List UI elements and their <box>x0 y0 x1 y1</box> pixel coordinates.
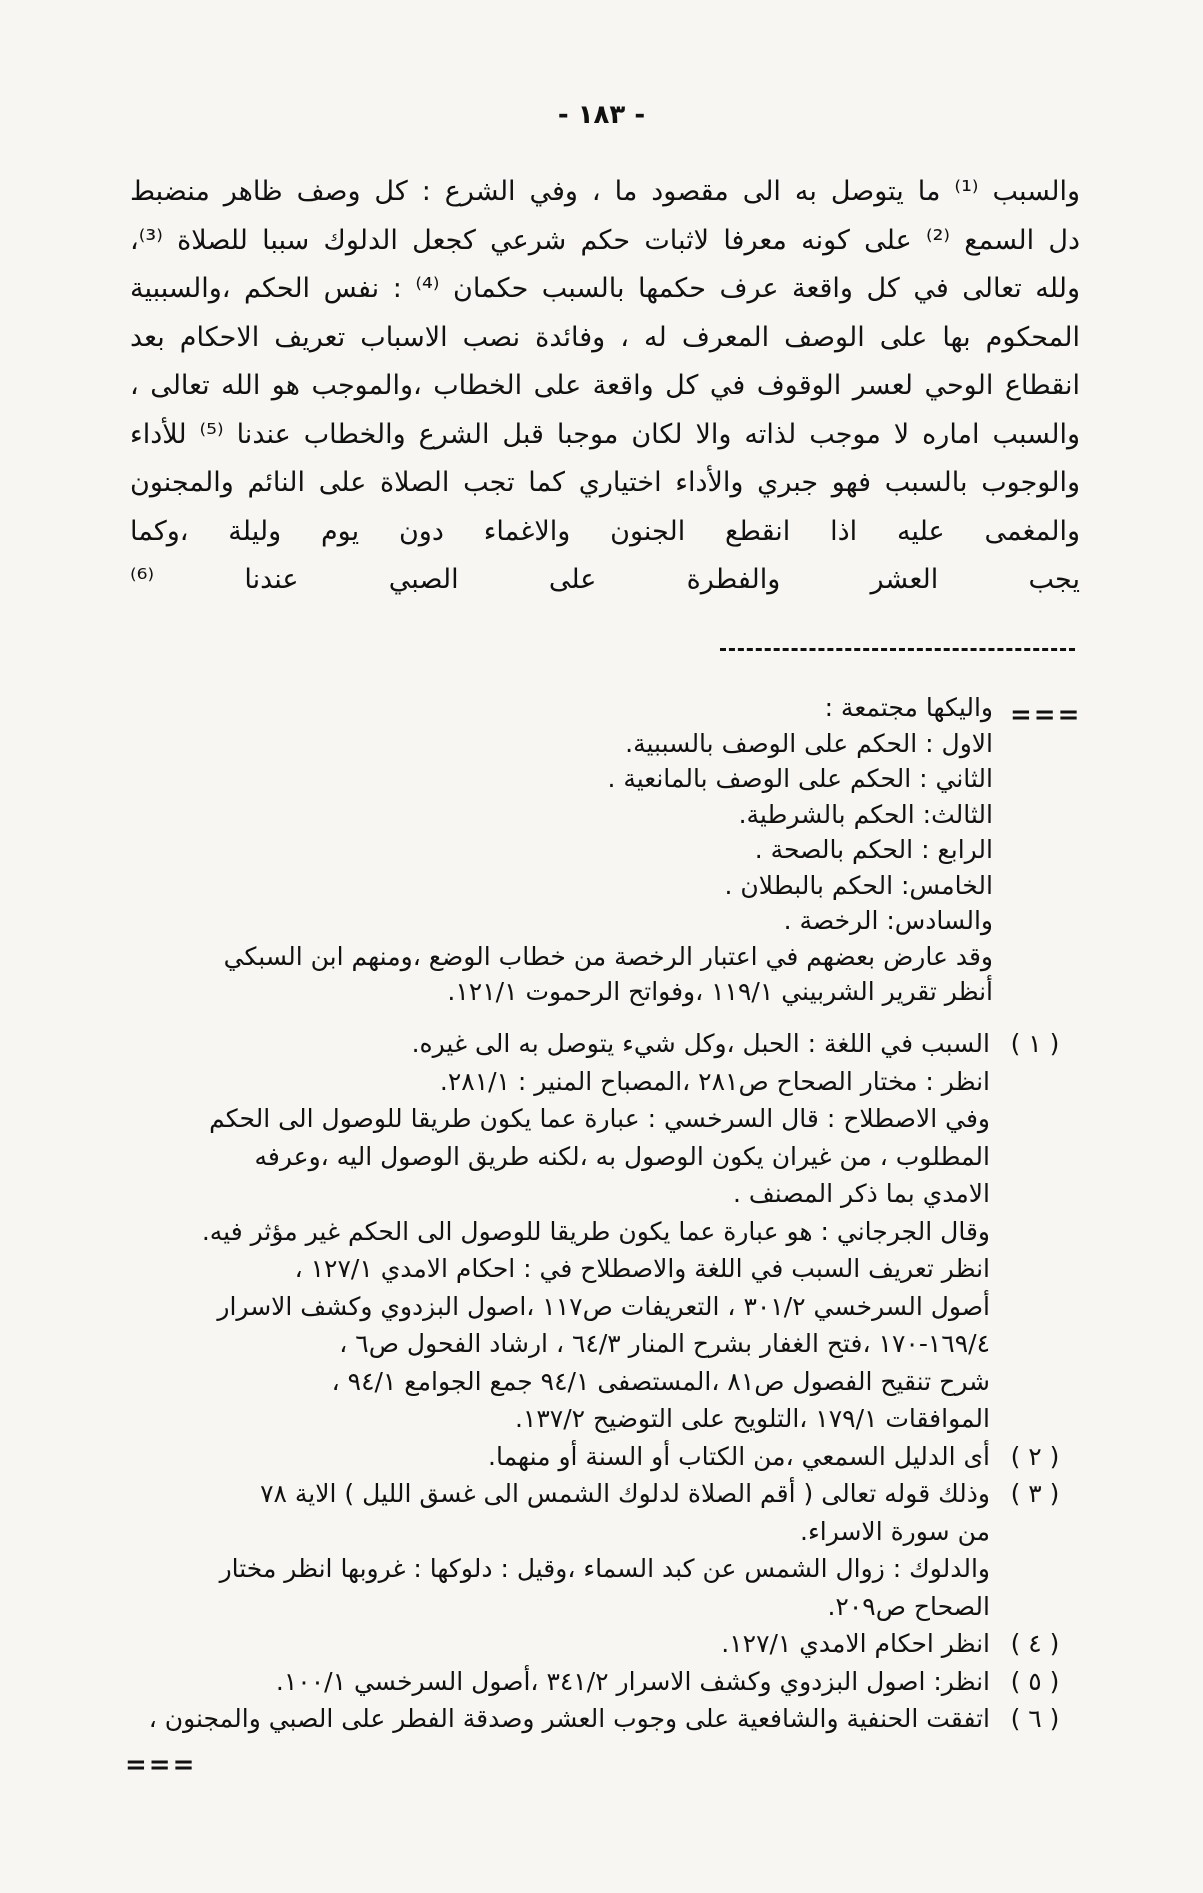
footnote-1 <box>130 1025 1080 1438</box>
footnote-line: الصحاح ص٢٠٩. <box>827 1591 990 1621</box>
footnote-line: من سورة الاسراء. <box>800 1516 990 1546</box>
footnote-line: المطلوب ، من غيران يكون الوصول به ،لكنه طريق الوصول اليه ،وعرفه <box>254 1141 990 1171</box>
continued-marker: === <box>1010 700 1082 730</box>
footnote-line: انظر: اصول البزدوي وكشف الاسرار ٣٤١/٢ ،أصول السرخسي ١٠٠/١. <box>275 1666 990 1696</box>
continued-line: الرابع : الحكم بالصحة . <box>754 835 993 864</box>
footnote-line: والدلوك : زوال الشمس عن كبد السماء ،وقيل : دلوكها : غروبها انظر مختار <box>219 1554 990 1583</box>
footnote-line: وقال الجرجاني : هو عبارة عما يكون طريقا للوصول الى الحكم غير مؤثر فيه. <box>201 1216 990 1246</box>
footnote-number: ( ٦ ) <box>1010 1704 1060 1733</box>
main-text <box>130 168 1080 605</box>
main-line: والمغمى عليه اذا انقطع الجنون والاغماء دون يوم وليلة ،وكما <box>130 515 1080 547</box>
page-number: - ١٨٣ - <box>557 100 646 130</box>
footnote-number: ( ٥ ) <box>1010 1666 1060 1696</box>
footnote-line: وفي الاصطلاح : قال السرخسي : عبارة عما يكون طريقا للوصول الى الحكم <box>209 1104 990 1133</box>
footnote-line: أى الدليل السمعي ،من الكتاب أو السنة أو منهما. <box>488 1441 990 1471</box>
main-line: يجب العشر والفطرة على الصبي عندنا ⁽⁶⁾ <box>130 564 1080 595</box>
continued-line: والسادس: الرخصة . <box>783 906 993 935</box>
footnote-number: ( ١ ) <box>1010 1029 1060 1058</box>
footnote-line: السبب في اللغة : الحبل ،وكل شيء يتوصل به الى غيره. <box>411 1029 990 1058</box>
main-line: والوجوب بالسبب فهو جبري والأداء اختياري كما تجب الصلاة على النائم والمجنون <box>130 467 1080 498</box>
continued-line: الثالث: الحكم بالشرطية. <box>738 799 993 829</box>
footnote-3 <box>130 1475 1080 1625</box>
footnote-line: اتفقت الحنفية والشافعية على وجوب العشر وصدقة الفطر على الصبي والمجنون ، <box>148 1704 990 1733</box>
footnote-6 <box>130 1700 1080 1738</box>
footnote-line: الامدي بما ذكر المصنف . <box>733 1179 990 1208</box>
main-line: ولله تعالى في كل واقعة عرف حكمها بالسبب حكمان ⁽⁴⁾ : نفس الحكم ،والسببية <box>130 273 1080 304</box>
footnote-number: ( ٢ ) <box>1010 1441 1060 1471</box>
footnote-4 <box>130 1625 1080 1663</box>
continued-footnote <box>0 690 1203 1010</box>
continues-marker: === <box>125 1750 197 1780</box>
footnote-number: ( ٣ ) <box>1010 1479 1060 1508</box>
continued-line: الثاني : الحكم على الوصف بالمانعية . <box>607 764 993 793</box>
main-line: انقطاع الوحي لعسر الوقوف في كل واقعة على الخطاب ،والموجب هو الله تعالى ، <box>130 370 1080 401</box>
footnote-2 <box>130 1438 1080 1476</box>
continued-line: وقد عارض بعضهم في اعتبار الرخصة من خطاب الوضع ،ومنهم ابن السبكي <box>223 941 993 971</box>
main-line: دل السمع ⁽²⁾ على كونه معرفا لاثبات حكم شرعي كجعل الدلوك سببا للصلاة ⁽³⁾، <box>130 224 1080 256</box>
footnote-line: أصول السرخسي ٣٠١/٢ ، التعريفات ص١١٧ ،اصول البزدوي وكشف الاسرار <box>217 1291 990 1321</box>
footnote-5 <box>130 1663 1080 1701</box>
footnote-line: شرح تنقيح الفصول ص٨١ ،المستصفى ٩٤/١ جمع الجوامع ٩٤/١ ، <box>331 1366 990 1396</box>
footnote-line: وذلك قوله تعالى ( أقم الصلاة لدلوك الشمس الى غسق الليل ) الاية ٧٨ <box>260 1479 990 1508</box>
footnote-separator <box>720 648 1075 651</box>
footnote-line: انظر تعريف السبب في اللغة والاصطلاح في : احكام الامدي ١٢٧/١ ، <box>294 1254 990 1283</box>
footnotes <box>130 1025 1080 1738</box>
continued-line: الاول : الحكم على الوصف بالسببية. <box>625 728 993 758</box>
footnote-number: ( ٤ ) <box>1010 1629 1060 1658</box>
footnote-line: انظر احكام الامدي ١٢٧/١. <box>721 1629 990 1658</box>
footnote-line: انظر : مختار الصحاح ص٢٨١ ،المصباح المنير : ٢٨١/١. <box>439 1066 990 1096</box>
main-line: والسبب ⁽¹⁾ ما يتوصل به الى مقصود ما ، وفي الشرع : كل وصف ظاهر منضبط <box>130 176 1080 207</box>
main-line: المحكوم بها على الوصف المعرف له ، وفائدة نصب الاسباب تعريف الاحكام بعد <box>130 321 1080 353</box>
continued-line: واليكها مجتمعة : <box>824 693 993 722</box>
footnote-line: الموافقات ١٧٩/١ ،التلويح على التوضيح ١٣٧/٢. <box>514 1404 990 1433</box>
footnote-line: ١٦٩/٤-١٧٠ ،فتح الغفار بشرح المنار ٦٤/٣ ، ارشاد الفحول ص٦ ، <box>339 1329 990 1358</box>
continued-line: أنظر تقرير الشربيني ١١٩/١ ،وفواتح الرحموت ١٢١/١. <box>447 977 993 1006</box>
main-line: والسبب اماره لا موجب لذاته والا لكان موجبا قبل الشرع والخطاب عندنا ⁽⁵⁾ للأداء <box>130 418 1080 450</box>
continued-line: الخامس: الحكم بالبطلان . <box>724 870 993 900</box>
